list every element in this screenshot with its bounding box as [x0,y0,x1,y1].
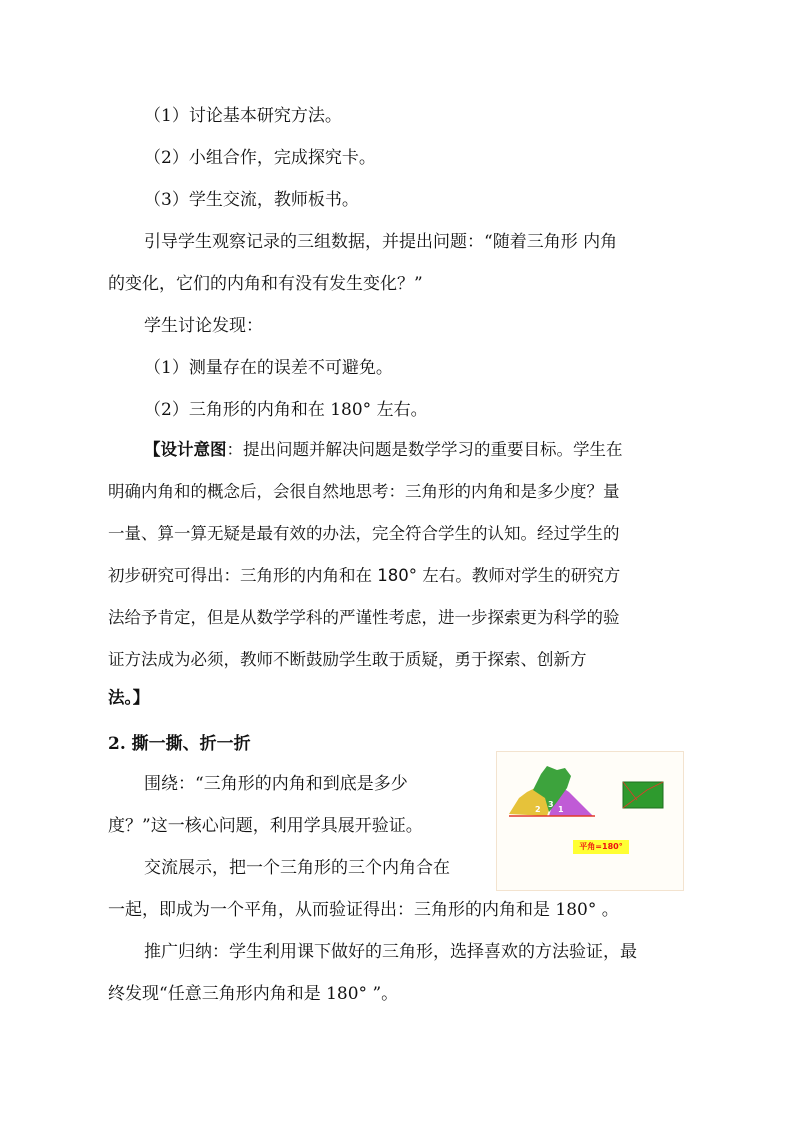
paragraph-exchange-line1: 交流展示，把一个三角形的三个内角合在 [144,858,450,878]
paragraph-exchange-line2: 一起，即成为一个平角，从而验证得出：三角形的内角和是 180° 。 [108,900,619,920]
paragraph-discussion: 学生讨论发现： [144,316,263,336]
paragraph-guide-line1: 引导学生观察记录的三组数据，并提出问题：“随着三角形 内角 [144,232,618,252]
design-intent-line3: 一量、算一算无疑是最有效的办法，完全符合学生的认知。经过学生的 [108,524,620,543]
paragraph-step-3: （3）学生交流，教师板书。 [144,190,359,210]
design-intent-line7: 法。】 [108,688,150,707]
design-intent-line2: 明确内角和的概念后，会很自然地思考：三角形的内角和是多少度？量 [108,482,620,501]
figure-caption: 平角=180° [573,840,629,854]
angle-label-3: 3 [548,800,554,809]
design-intent-line6: 证方法成为必须，教师不断鼓励学生敢于质疑，勇于探索、创新方 [108,650,587,669]
triangle-pieces-illustration [497,752,685,892]
paragraph-finding-2: （2）三角形的内角和在 180° 左右。 [144,400,428,420]
folded-triangle-envelope [623,782,663,808]
design-intent-label: 【设计意图 [144,440,227,459]
paragraph-finding-1: （1）测量存在的误差不可避免。 [144,358,393,378]
paragraph-generalize-line1: 推广归纳：学生利用课下做好的三角形，选择喜欢的方法验证，最 [144,942,637,962]
design-intent-line5: 法给予肯定，但是从数学学科的严谨性考虑，进一步探索更为科学的验 [108,608,620,627]
paragraph-step-2: （2）小组合作，完成探究卡。 [144,148,376,168]
angle-label-1: 1 [558,805,564,814]
design-intent-line1 [144,438,623,462]
design-intent-line4: 初步研究可得出：三角形的内角和在 180° 左右。教师对学生的研究方 [108,566,621,585]
design-intent-text: ：提出问题并解决问题是数学学习的重要目标。学生在 [226,440,623,459]
paragraph-question-line2: 度？”这一核心问题，利用学具展开验证。 [108,816,423,836]
section-heading: 2. 撕一撕、折一折 [108,734,251,754]
paragraph-generalize-line2: 终发现“任意三角形内角和是 180° ”。 [108,984,399,1004]
paragraph-step-1: （1）讨论基本研究方法。 [144,106,342,126]
paragraph-guide-line2: 的变化，它们的内角和有没有发生变化？” [108,274,423,294]
angle-sum-figure [496,751,684,891]
angle-label-2: 2 [535,805,541,814]
paragraph-question-line1: 围绕：“三角形的内角和到底是多少 [144,774,408,794]
